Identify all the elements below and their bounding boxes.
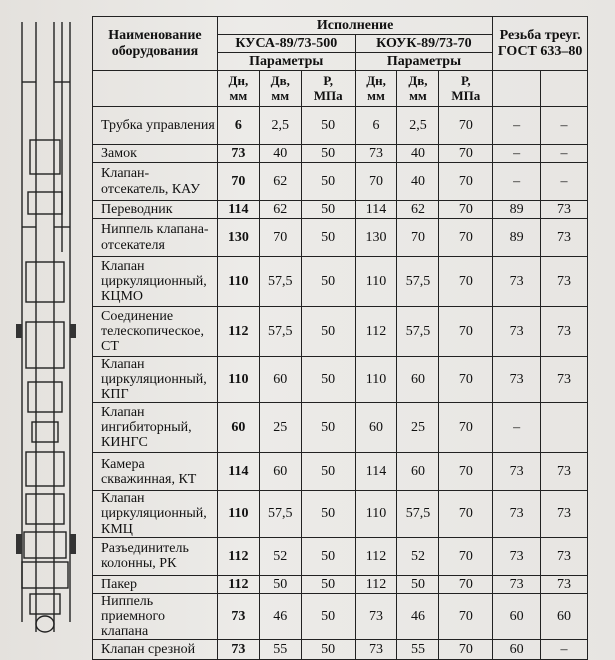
equipment-name-cell: Клапан ингибиторный, КИНГС [93,403,218,453]
thread-size-2-cell: 73 [541,491,588,537]
thread-size-2-cell: 73 [541,575,588,593]
thread-size-1-cell: 73 [493,257,541,307]
kouk-inner-diameter-cell: 62 [397,201,439,219]
thread-size-2-cell [541,403,588,453]
kusa-pressure-cell: 50 [301,307,355,357]
kusa-outer-diameter-cell: 6 [217,107,259,145]
table-row [93,639,588,659]
kouk-pressure-cell: 70 [439,575,493,593]
kouk-pressure-cell: 70 [439,537,493,575]
kusa-pressure-cell: 50 [301,491,355,537]
equipment-name-cell: Клапан циркуляционный, КПГ [93,357,218,403]
kouk-pressure-cell: 70 [439,593,493,639]
kouk-inner-diameter-cell: 70 [397,219,439,257]
thread-size-1-cell: 73 [493,453,541,491]
table-row [93,575,588,593]
kouk-pressure-cell: 70 [439,163,493,201]
kouk-outer-diameter-cell: 73 [355,639,397,659]
kouk-inner-diameter-cell: 40 [397,163,439,201]
equipment-name-cell: Трубка управления [93,107,218,145]
kusa-pressure-cell: 50 [301,163,355,201]
kouk-pressure-cell: 70 [439,107,493,145]
equipment-name-cell: Ниппель приемного клапана [93,593,218,639]
kouk-pressure-cell: 70 [439,491,493,537]
thread-size-2-cell: – [541,145,588,163]
thread-size-2-cell: – [541,639,588,659]
table-row [93,107,588,145]
equipment-name-cell: Замок [93,145,218,163]
table-row [93,403,588,453]
table-row [93,201,588,219]
table-row [93,145,588,163]
kusa-inner-diameter-cell: 57,5 [259,491,301,537]
thread-size-1-cell: – [493,107,541,145]
thread-size-2-cell: 73 [541,307,588,357]
kouk-outer-diameter-cell: 6 [355,107,397,145]
kusa-pressure-cell: 50 [301,257,355,307]
kouk-outer-diameter-cell: 130 [355,219,397,257]
thread-header: Резьба треуг. ГОСТ 633–80 [493,17,588,71]
equipment-name-cell: Клапан циркуляционный, КМЦ [93,491,218,537]
kusa-outer-diameter-cell: 110 [217,357,259,403]
kouk-outer-diameter-cell: 112 [355,537,397,575]
kouk-outer-diameter-cell: 110 [355,357,397,403]
table-row [93,537,588,575]
kouk-outer-diameter-cell: 110 [355,257,397,307]
kusa-inner-diameter-cell: 62 [259,201,301,219]
kusa-pressure-cell: 50 [301,639,355,659]
equipment-name-cell: Клапан циркуляционный, КЦМО [93,257,218,307]
thread-size-2-cell: 73 [541,219,588,257]
kusa-pressure-cell: 50 [301,453,355,491]
thread-size-1-cell: 60 [493,639,541,659]
kouk-outer-diameter-cell: 112 [355,575,397,593]
kusa-inner-diameter-cell: 55 [259,639,301,659]
params-header-b: Параметры [355,53,493,71]
kusa-outer-diameter-cell: 110 [217,257,259,307]
table-row [93,163,588,201]
kouk-outer-diameter-cell: 112 [355,307,397,357]
kouk-outer-diameter-cell: 114 [355,453,397,491]
kusa-outer-diameter-cell: 73 [217,593,259,639]
equipment-name-cell: Пакер [93,575,218,593]
kusa-inner-diameter-cell: 40 [259,145,301,163]
kouk-inner-diameter-cell: 60 [397,453,439,491]
kusa-outer-diameter-cell: 70 [217,163,259,201]
kusa-outer-diameter-cell: 112 [217,575,259,593]
equipment-name-cell: Камера скважинная, КТ [93,453,218,491]
thread-size-1-cell: – [493,145,541,163]
kusa-outer-diameter-cell: 73 [217,639,259,659]
kusa-inner-diameter-cell: 50 [259,575,301,593]
thread-size-2-cell: 60 [541,593,588,639]
equipment-spec-table [92,16,588,660]
kusa-inner-diameter-cell: 60 [259,453,301,491]
equipment-name-cell: Соединение телескопическое, СТ [93,307,218,357]
unit-p-a: Р, МПа [301,71,355,107]
kusa-outer-diameter-cell: 60 [217,403,259,453]
variant-a-header: КУСА-89/73-500 [217,35,355,53]
unit-dn-b: Дн, мм [355,71,397,107]
kusa-inner-diameter-cell: 62 [259,163,301,201]
kouk-inner-diameter-cell: 57,5 [397,257,439,307]
thread-size-2-cell: 73 [541,257,588,307]
unit-dv-b: Дв, мм [397,71,439,107]
unit-dv-a: Дв, мм [259,71,301,107]
thread-size-1-cell: 73 [493,575,541,593]
kouk-outer-diameter-cell: 60 [355,403,397,453]
table-row [93,491,588,537]
kusa-pressure-cell: 50 [301,593,355,639]
thread-size-2-cell: 73 [541,201,588,219]
kusa-inner-diameter-cell: 57,5 [259,307,301,357]
kouk-inner-diameter-cell: 60 [397,357,439,403]
kusa-outer-diameter-cell: 110 [217,491,259,537]
thread-size-1-cell: – [493,163,541,201]
kouk-inner-diameter-cell: 57,5 [397,307,439,357]
thread-size-1-cell: 73 [493,491,541,537]
thread-size-2-cell: – [541,107,588,145]
thread-size-1-cell: 89 [493,201,541,219]
kusa-outer-diameter-cell: 112 [217,537,259,575]
kouk-outer-diameter-cell: 70 [355,163,397,201]
kouk-outer-diameter-cell: 114 [355,201,397,219]
table-row [93,593,588,639]
kouk-pressure-cell: 70 [439,357,493,403]
kusa-outer-diameter-cell: 130 [217,219,259,257]
table-row [93,219,588,257]
kusa-pressure-cell: 50 [301,107,355,145]
thread-size-2-cell: 73 [541,357,588,403]
unit-p-b: Р, МПа [439,71,493,107]
kouk-pressure-cell: 70 [439,453,493,491]
thread-size-1-cell: – [493,403,541,453]
kusa-pressure-cell: 50 [301,145,355,163]
equipment-name-cell: Клапан-отсекатель, КАУ [93,163,218,201]
kouk-pressure-cell: 70 [439,639,493,659]
kouk-outer-diameter-cell: 110 [355,491,397,537]
kouk-pressure-cell: 70 [439,403,493,453]
table-row [93,453,588,491]
kouk-outer-diameter-cell: 73 [355,593,397,639]
thread-size-1-cell: 60 [493,593,541,639]
params-header-a: Параметры [217,53,355,71]
kusa-inner-diameter-cell: 46 [259,593,301,639]
kusa-inner-diameter-cell: 70 [259,219,301,257]
execution-header: Исполнение [217,17,492,35]
kouk-inner-diameter-cell: 40 [397,145,439,163]
table-row [93,357,588,403]
kouk-inner-diameter-cell: 57,5 [397,491,439,537]
kusa-pressure-cell: 50 [301,219,355,257]
kusa-inner-diameter-cell: 52 [259,537,301,575]
kouk-pressure-cell: 70 [439,307,493,357]
kusa-inner-diameter-cell: 2,5 [259,107,301,145]
kouk-pressure-cell: 70 [439,145,493,163]
kouk-inner-diameter-cell: 25 [397,403,439,453]
thread-size-2-cell: – [541,163,588,201]
equipment-name-cell: Разъединитель колонны, РК [93,537,218,575]
thread-size-2-cell: 73 [541,453,588,491]
equipment-name-cell: Переводник [93,201,218,219]
table-row [93,307,588,357]
name-column-header: Наименование оборудования [93,17,218,71]
kusa-pressure-cell: 50 [301,537,355,575]
table-row [93,257,588,307]
kouk-pressure-cell: 70 [439,201,493,219]
kusa-inner-diameter-cell: 25 [259,403,301,453]
kouk-inner-diameter-cell: 46 [397,593,439,639]
kusa-outer-diameter-cell: 73 [217,145,259,163]
kusa-pressure-cell: 50 [301,575,355,593]
thread-size-1-cell: 73 [493,537,541,575]
kusa-outer-diameter-cell: 114 [217,201,259,219]
kusa-outer-diameter-cell: 112 [217,307,259,357]
variant-b-header: КОУК-89/73-70 [355,35,493,53]
thread-size-1-cell: 89 [493,219,541,257]
kusa-pressure-cell: 50 [301,357,355,403]
kouk-inner-diameter-cell: 52 [397,537,439,575]
kouk-outer-diameter-cell: 73 [355,145,397,163]
thread-size-1-cell: 73 [493,357,541,403]
equipment-name-cell: Ниппель клапана-отсекателя [93,219,218,257]
unit-dn-a: Дн, мм [217,71,259,107]
kouk-inner-diameter-cell: 50 [397,575,439,593]
kouk-pressure-cell: 70 [439,257,493,307]
equipment-name-cell: Клапан срезной [93,639,218,659]
kusa-outer-diameter-cell: 114 [217,453,259,491]
well-equipment-diagram [8,22,90,642]
thread-size-1-cell: 73 [493,307,541,357]
kouk-inner-diameter-cell: 55 [397,639,439,659]
kusa-pressure-cell: 50 [301,201,355,219]
kouk-inner-diameter-cell: 2,5 [397,107,439,145]
kouk-pressure-cell: 70 [439,219,493,257]
kusa-inner-diameter-cell: 57,5 [259,257,301,307]
kusa-pressure-cell: 50 [301,403,355,453]
thread-size-2-cell: 73 [541,537,588,575]
kusa-inner-diameter-cell: 60 [259,357,301,403]
